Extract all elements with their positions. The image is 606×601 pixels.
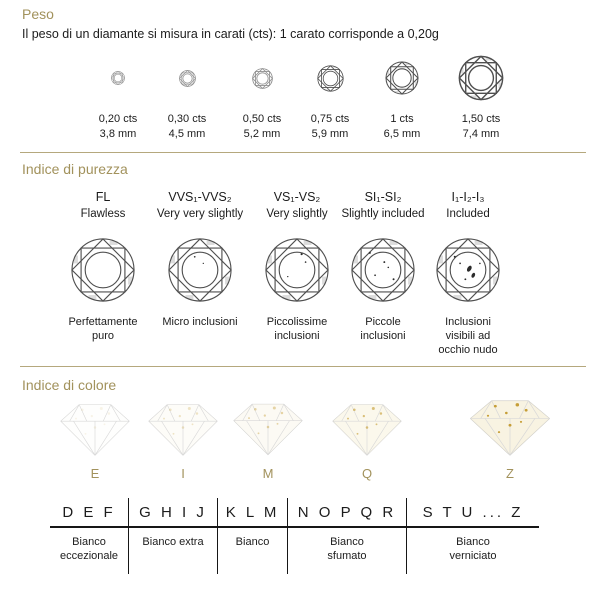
clarity-description [53, 315, 153, 343]
weight-diameter: 5,2 mm [243, 128, 281, 140]
peso-subtitle: Il peso di un diamante si misura in carati (cts): 1 carato corrisponde a 0,20g [22, 27, 439, 41]
color-diamond-icon [57, 398, 133, 458]
scale-column [407, 498, 539, 574]
weight-carats: 1 cts [390, 113, 414, 125]
color-diamond-icon [145, 398, 221, 458]
clarity-grade-name: Slightly included [341, 208, 425, 220]
clarity-grade-code: FL [95, 190, 111, 204]
scale-letters: S T U ... Z [407, 498, 539, 528]
weight-carats: 1,50 cts [461, 113, 501, 125]
clarity-column [247, 190, 347, 343]
scale-label-text: Bianco verniciato [449, 536, 497, 563]
scale-column [288, 498, 407, 574]
scale-label-text: Bianco eccezionale [59, 536, 119, 563]
diamond-topview-icon [78, 46, 158, 110]
weight-carats: 0,50 cts [242, 113, 282, 125]
color-letter: Q [361, 466, 373, 481]
color-sample [329, 398, 405, 481]
clarity-column [418, 190, 518, 357]
weight-diameter: 3,8 mm [99, 128, 137, 140]
scale-column [218, 498, 288, 574]
scale-label-text: Bianco [235, 536, 270, 548]
weight-diameter: 4,5 mm [168, 128, 206, 140]
clarity-description [418, 315, 518, 357]
clarity-description [247, 315, 347, 343]
clarity-diamond-icon [418, 230, 518, 310]
color-letter: Z [506, 466, 514, 481]
color-letter: I [181, 466, 185, 481]
diamond-topview-icon [441, 46, 521, 110]
scale-label-text: Bianco sfumato [327, 536, 367, 563]
clarity-column [150, 190, 250, 329]
clarity-grade-code: SI₁-SI₂ [364, 190, 402, 204]
clarity-grade-code: VS₁-VS₂ [273, 190, 321, 204]
weight-diameter: 5,9 mm [311, 128, 349, 140]
color-diamond-icon [329, 398, 405, 458]
clarity-grade-code: VVS₁-VVS₂ [168, 190, 232, 204]
clarity-grade-name: Very very slightly [156, 208, 244, 220]
weight-item [78, 46, 158, 142]
scale-column [50, 498, 129, 574]
scale-label [129, 528, 217, 559]
scale-label-text: Bianco extra [142, 536, 204, 548]
clarity-description-text: Piccolissime inclusioni [266, 316, 328, 342]
weight-carats: 0,75 cts [310, 113, 350, 125]
weight-diameter: 6,5 mm [383, 128, 421, 140]
clarity-description-text: Micro inclusioni [162, 316, 238, 328]
color-scale-table [50, 498, 539, 574]
clarity-description-text: Inclusioni visibili ad occhio nudo [438, 316, 498, 356]
clarity-column [53, 190, 153, 343]
clarity-diamond-icon [53, 230, 153, 310]
diamond-topview-icon [147, 46, 227, 110]
section-title-purezza: Indice di purezza [22, 161, 128, 177]
weight-item [441, 46, 521, 142]
section-divider [20, 152, 586, 153]
scale-label [407, 528, 539, 574]
scale-letters: N O P Q R [288, 498, 406, 528]
color-sample [466, 398, 554, 481]
scale-column [129, 498, 218, 574]
scale-label [288, 528, 406, 574]
diamond-topview-icon [362, 46, 442, 110]
section-divider [20, 366, 586, 367]
clarity-grade-name: Flawless [80, 208, 126, 220]
color-letter: E [90, 466, 100, 481]
color-diamond-icon [230, 398, 306, 458]
clarity-grade-name: Very slightly [266, 208, 328, 220]
color-letter: M [262, 466, 274, 481]
diamond-topview-icon [290, 46, 370, 110]
clarity-grade-code: I₁-I₂-I₃ [451, 190, 485, 204]
weight-diameter: 7,4 mm [462, 128, 500, 140]
weight-carats: 0,20 cts [98, 113, 138, 125]
color-sample [230, 398, 306, 481]
section-title-colore: Indice di colore [22, 377, 117, 393]
clarity-description-text: Piccole inclusioni [360, 316, 406, 342]
scale-label [50, 528, 128, 574]
scale-letters: D E F [50, 498, 128, 528]
clarity-description-text: Perfettamente puro [68, 316, 138, 342]
scale-letters: G H I J [129, 498, 217, 528]
clarity-diamond-icon [150, 230, 250, 310]
scale-letters: K L M [218, 498, 287, 528]
clarity-diamond-icon [247, 230, 347, 310]
weight-carats: 0,30 cts [167, 113, 207, 125]
weight-item [147, 46, 227, 142]
clarity-grade-name: Included [446, 208, 490, 220]
scale-label [218, 528, 287, 559]
color-sample [57, 398, 133, 481]
clarity-description [150, 315, 250, 329]
weight-item [290, 46, 370, 142]
weight-item [362, 46, 442, 142]
section-title-peso: Peso [22, 6, 54, 22]
color-sample [145, 398, 221, 481]
color-diamond-icon [466, 398, 554, 458]
